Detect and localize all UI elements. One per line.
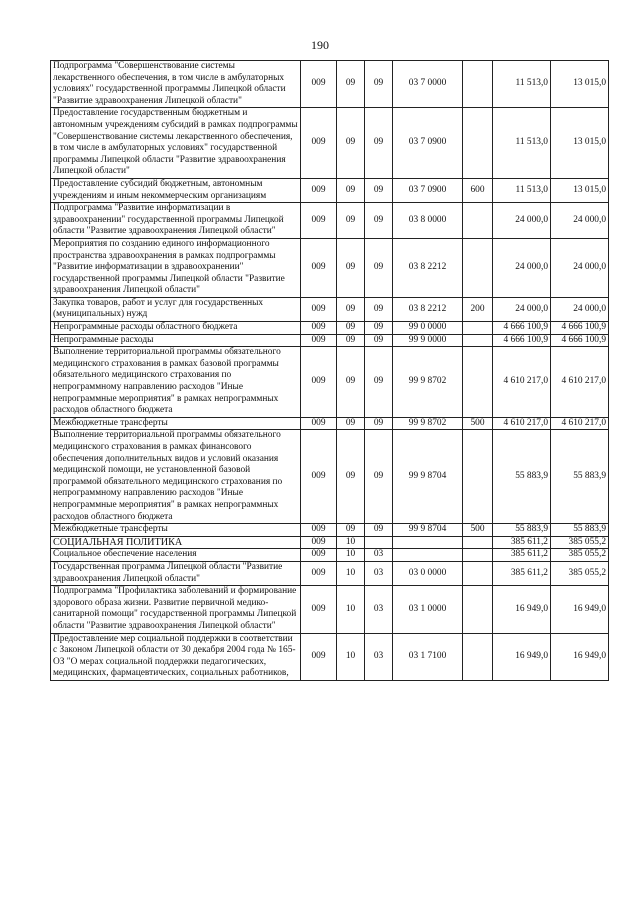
section-code: 10 — [337, 561, 365, 585]
table-row — [51, 633, 609, 680]
section-code: 09 — [337, 334, 365, 347]
subsection-code: 09 — [365, 108, 393, 179]
row-name: Социальное обеспечение населения — [51, 549, 301, 562]
row-name: Выполнение территориальной программы обязательного медицинского страхования в рамках базовой программы обязательного медицинского страхования по непрограммному направлению расходов "Иные непрограммные мероприятия" в рамках непрограммных расходов областного бюджета — [51, 347, 301, 418]
section-code: 10 — [337, 549, 365, 562]
section-code: 09 — [337, 178, 365, 202]
row-name: Мероприятия по созданию единого информационного пространства здравоохранения в рамках подпрограммы "Развитие информатизации в здравоохранении" государственной программы Липецкой области "Развитие здравоохранения Липецкой области" — [51, 238, 301, 297]
table-row — [51, 61, 609, 108]
expense-type-code — [463, 322, 493, 335]
expense-type-code: 600 — [463, 178, 493, 202]
department-code: 009 — [301, 633, 337, 680]
amount-year-1: 11 513,0 — [493, 61, 551, 108]
row-name: Предоставление государственным бюджетным и автономным учреждениям субсидий в рамках подпрограммы "Совершенствование системы лекарственного обеспечения, в том числе в амбулаторных условиях" государственной программы Липецкой области "Развитие здравоохранения Липецкой области" — [51, 108, 301, 179]
amount-year-2: 4 666 100,9 — [551, 322, 609, 335]
table-row — [51, 347, 609, 418]
section-code: 09 — [337, 238, 365, 297]
expense-type-code — [463, 536, 493, 549]
target-article-code: 03 7 0900 — [393, 178, 463, 202]
expense-type-code — [463, 108, 493, 179]
row-name: Подпрограмма "Развитие информатизации в здравоохранении" государственной программы Липецкой области "Развитие здравоохранения Липецкой области" — [51, 203, 301, 239]
subsection-code: 09 — [365, 430, 393, 524]
amount-year-1: 385 611,2 — [493, 549, 551, 562]
page-number: 190 — [311, 38, 329, 52]
target-article-code: 03 8 2212 — [393, 238, 463, 297]
table-row — [51, 178, 609, 202]
subsection-code: 09 — [365, 347, 393, 418]
department-code: 009 — [301, 549, 337, 562]
subsection-code: 03 — [365, 586, 393, 633]
target-article-code: 03 8 2212 — [393, 297, 463, 321]
amount-year-2: 55 883,9 — [551, 430, 609, 524]
target-article-code: 99 9 0000 — [393, 334, 463, 347]
subsection-code: 09 — [365, 61, 393, 108]
subsection-code: 09 — [365, 238, 393, 297]
department-code: 009 — [301, 586, 337, 633]
row-name: Закупка товаров, работ и услуг для государственных (муниципальных) нужд — [51, 297, 301, 321]
expense-type-code — [463, 61, 493, 108]
subsection-code: 09 — [365, 203, 393, 239]
subsection-code: 09 — [365, 417, 393, 430]
department-code: 009 — [301, 203, 337, 239]
section-code: 09 — [337, 430, 365, 524]
target-article-code: 99 9 8704 — [393, 524, 463, 537]
row-name: Межбюджетные трансферты — [51, 417, 301, 430]
table-row — [51, 238, 609, 297]
expense-type-code — [463, 347, 493, 418]
department-code: 009 — [301, 322, 337, 335]
row-name: Непрограммные расходы — [51, 334, 301, 347]
target-article-code: 03 1 7100 — [393, 633, 463, 680]
section-code: 10 — [337, 633, 365, 680]
row-name: Непрограммные расходы областного бюджета — [51, 322, 301, 335]
amount-year-2: 385 055,2 — [551, 536, 609, 549]
amount-year-1: 16 949,0 — [493, 633, 551, 680]
department-code: 009 — [301, 417, 337, 430]
amount-year-1: 11 513,0 — [493, 108, 551, 179]
row-name: Предоставление субсидий бюджетным, автономным учреждениям и иным некоммерческим организациям — [51, 178, 301, 202]
target-article-code: 03 0 0000 — [393, 561, 463, 585]
department-code: 009 — [301, 561, 337, 585]
department-code: 009 — [301, 524, 337, 537]
subsection-code: 03 — [365, 633, 393, 680]
row-name: Подпрограмма "Профилактика заболеваний и формирование здорового образа жизни. Развитие первичной медико-санитарной помощи" государственной программы Липецкой области "Развитие здравоохранения Липецкой области" — [51, 586, 301, 633]
department-code: 009 — [301, 178, 337, 202]
expense-type-code — [463, 549, 493, 562]
subsection-code: 09 — [365, 178, 393, 202]
amount-year-2: 55 883,9 — [551, 524, 609, 537]
subsection-code: 09 — [365, 524, 393, 537]
section-code: 09 — [337, 61, 365, 108]
target-article-code: 99 9 8704 — [393, 430, 463, 524]
subsection-code: 09 — [365, 334, 393, 347]
section-code: 09 — [337, 417, 365, 430]
department-code: 009 — [301, 347, 337, 418]
amount-year-1: 24 000,0 — [493, 297, 551, 321]
department-code: 009 — [301, 430, 337, 524]
row-name: Подпрограмма "Совершенствование системы лекарственного обеспечения, в том числе в амбулаторных условиях" государственной программы Липецкой области "Развитие здравоохранения Липецкой области" — [51, 61, 301, 108]
section-code: 09 — [337, 203, 365, 239]
section-code: 09 — [337, 297, 365, 321]
amount-year-2: 4 610 217,0 — [551, 417, 609, 430]
amount-year-1: 55 883,9 — [493, 430, 551, 524]
section-code: 09 — [337, 524, 365, 537]
amount-year-2: 385 055,2 — [551, 549, 609, 562]
amount-year-1: 4 666 100,9 — [493, 322, 551, 335]
table-row — [51, 549, 609, 562]
row-name: Предоставление мер социальной поддержки в соответствии с Законом Липецкой области от 30 декабря 2004 года № 165-ОЗ "О мерах социальной поддержки педагогических, медицинских, фармацевтических, социальных работников, — [51, 633, 301, 680]
amount-year-1: 4 610 217,0 — [493, 347, 551, 418]
section-code: 09 — [337, 322, 365, 335]
table-row — [51, 430, 609, 524]
amount-year-2: 13 015,0 — [551, 178, 609, 202]
row-name: Межбюджетные трансферты — [51, 524, 301, 537]
row-name: СОЦИАЛЬНАЯ ПОЛИТИКА — [51, 536, 301, 549]
amount-year-2: 13 015,0 — [551, 108, 609, 179]
expense-type-code — [463, 633, 493, 680]
amount-year-1: 385 611,2 — [493, 561, 551, 585]
department-code: 009 — [301, 536, 337, 549]
amount-year-2: 16 949,0 — [551, 586, 609, 633]
expense-type-code — [463, 561, 493, 585]
table-row — [51, 536, 609, 549]
amount-year-2: 16 949,0 — [551, 633, 609, 680]
amount-year-2: 24 000,0 — [551, 297, 609, 321]
department-code: 009 — [301, 61, 337, 108]
amount-year-1: 4 666 100,9 — [493, 334, 551, 347]
section-code: 09 — [337, 347, 365, 418]
section-code: 09 — [337, 108, 365, 179]
target-article-code: 99 9 8702 — [393, 347, 463, 418]
department-code: 009 — [301, 334, 337, 347]
target-article-code: 03 1 0000 — [393, 586, 463, 633]
expense-type-code — [463, 430, 493, 524]
department-code: 009 — [301, 297, 337, 321]
amount-year-2: 385 055,2 — [551, 561, 609, 585]
section-code: 10 — [337, 536, 365, 549]
table-row — [51, 417, 609, 430]
amount-year-2: 24 000,0 — [551, 203, 609, 239]
amount-year-1: 11 513,0 — [493, 178, 551, 202]
expense-type-code — [463, 238, 493, 297]
target-article-code: 03 7 0000 — [393, 61, 463, 108]
amount-year-1: 24 000,0 — [493, 203, 551, 239]
target-article-code — [393, 549, 463, 562]
table-row — [51, 108, 609, 179]
amount-year-2: 24 000,0 — [551, 238, 609, 297]
target-article-code: 03 8 0000 — [393, 203, 463, 239]
expense-type-code: 200 — [463, 297, 493, 321]
amount-year-1: 4 610 217,0 — [493, 417, 551, 430]
target-article-code: 99 9 8702 — [393, 417, 463, 430]
amount-year-1: 55 883,9 — [493, 524, 551, 537]
target-article-code — [393, 536, 463, 549]
expense-type-code: 500 — [463, 524, 493, 537]
subsection-code: 03 — [365, 549, 393, 562]
subsection-code: 03 — [365, 561, 393, 585]
department-code: 009 — [301, 238, 337, 297]
section-code: 10 — [337, 586, 365, 633]
amount-year-2: 4 610 217,0 — [551, 347, 609, 418]
table-row — [51, 203, 609, 239]
table-row — [51, 561, 609, 585]
target-article-code: 99 0 0000 — [393, 322, 463, 335]
amount-year-2: 4 666 100,9 — [551, 334, 609, 347]
expense-type-code: 500 — [463, 417, 493, 430]
subsection-code: 09 — [365, 322, 393, 335]
table-row — [51, 586, 609, 633]
table-row — [51, 297, 609, 321]
table-row — [51, 322, 609, 335]
department-code: 009 — [301, 108, 337, 179]
subsection-code: 09 — [365, 297, 393, 321]
target-article-code: 03 7 0900 — [393, 108, 463, 179]
table-row — [51, 524, 609, 537]
row-name: Государственная программа Липецкой области "Развитие здравоохранения Липецкой области" — [51, 561, 301, 585]
expense-type-code — [463, 334, 493, 347]
expense-type-code — [463, 586, 493, 633]
subsection-code — [365, 536, 393, 549]
amount-year-1: 385 611,2 — [493, 536, 551, 549]
row-name: Выполнение территориальной программы обязательного медицинского страхования в рамках финансового обеспечения дополнительных видов и условий оказания медицинской помощи, не установленной базовой программой обязательного медицинского страхования по непрограммному направлению расходов "Иные непрограммные мероприятия" в рамках непрограммных расходов областного бюджета — [51, 430, 301, 524]
amount-year-1: 24 000,0 — [493, 238, 551, 297]
expense-type-code — [463, 203, 493, 239]
budget-table — [50, 60, 609, 681]
amount-year-1: 16 949,0 — [493, 586, 551, 633]
table-row — [51, 334, 609, 347]
amount-year-2: 13 015,0 — [551, 61, 609, 108]
